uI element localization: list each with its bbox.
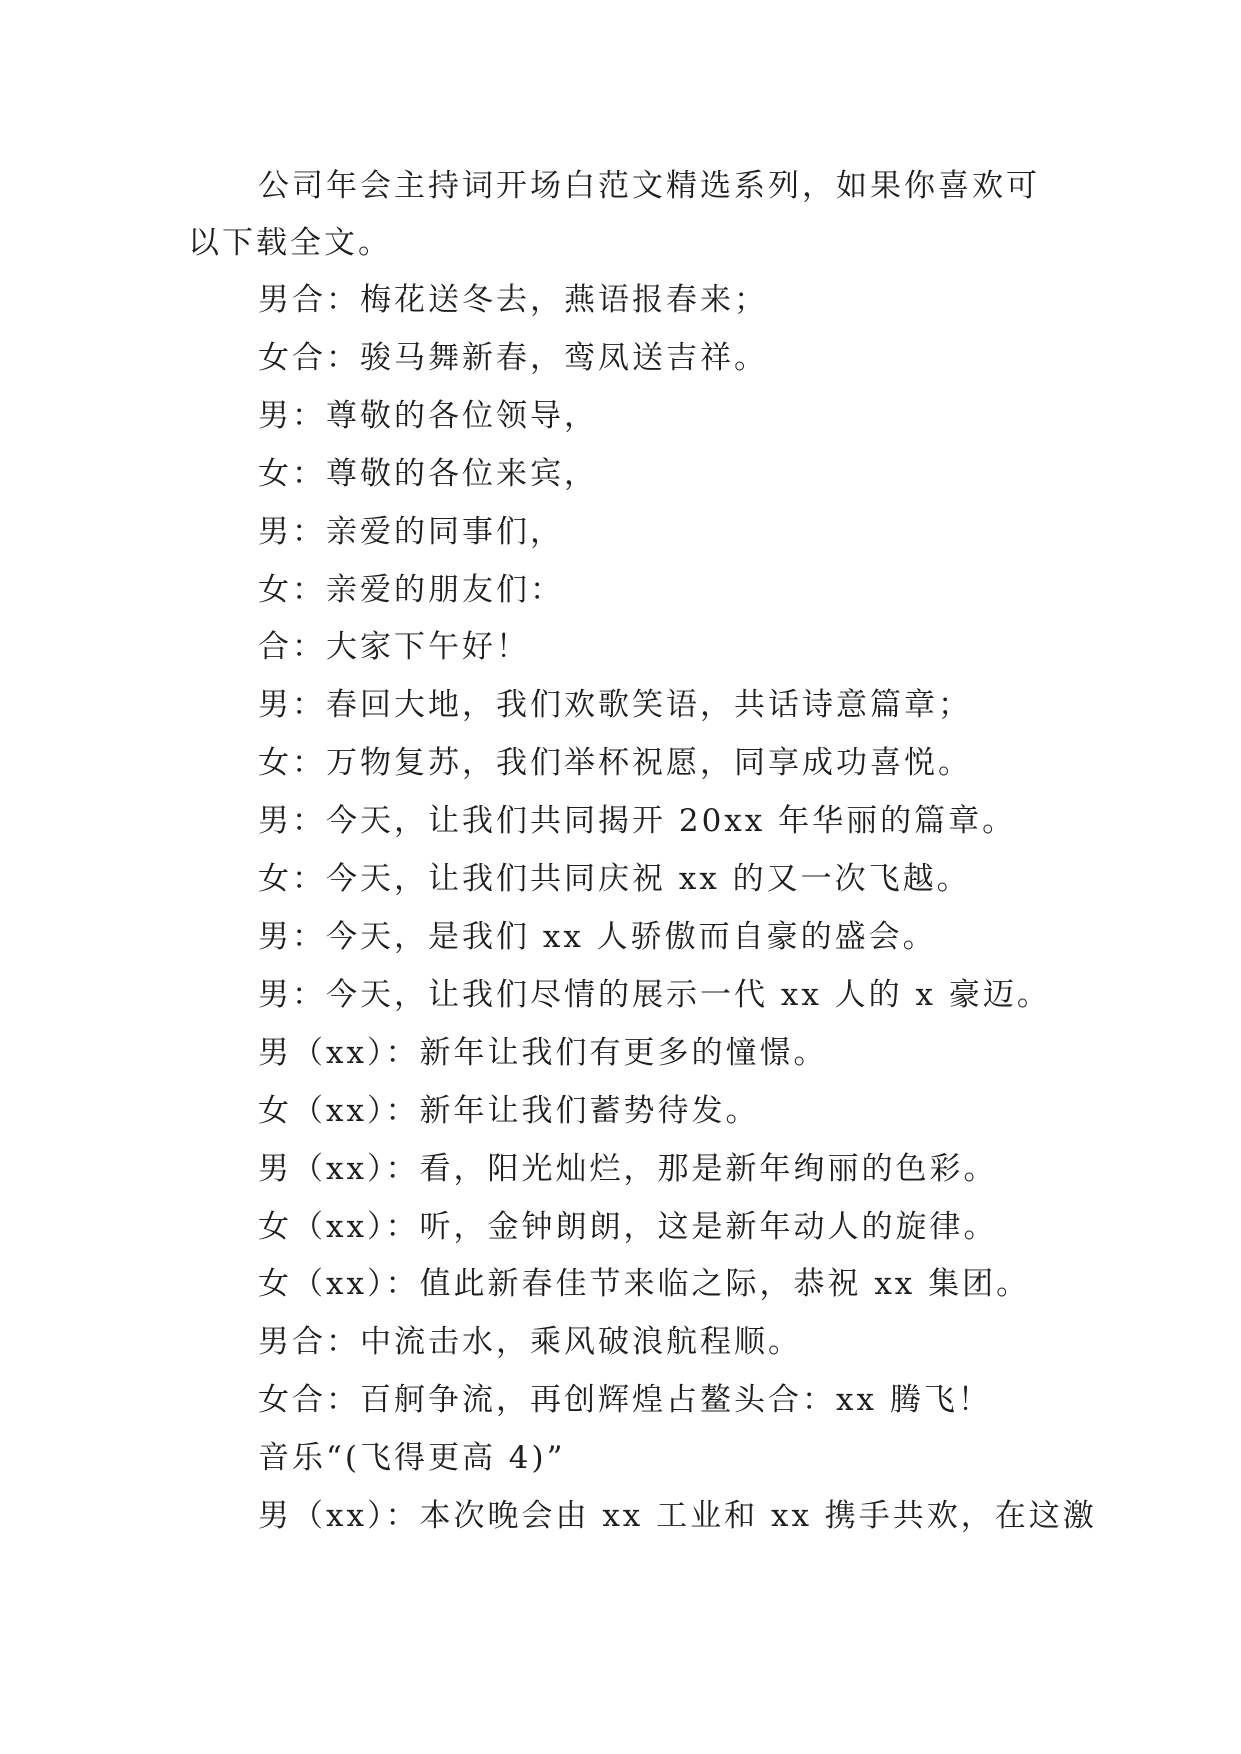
intro-paragraph: 公司年会主持词开场白范文精选系列，如果你喜欢可以下载全文。 xyxy=(188,168,1040,261)
script-line: 男：今天，让我们尽情的展示一代 xx 人的 x 豪迈。 xyxy=(258,976,1051,1013)
script-line: 男：今天，是我们 xx 人骄傲而自豪的盛会。 xyxy=(258,918,937,955)
script-line: 女（xx）：值此新春佳节来临之际，恭祝 xx 集团。 xyxy=(258,1266,1031,1303)
script-line: 女：亲爱的朋友们： xyxy=(258,571,564,608)
script-line: 男合：中流击水，乘风破浪航程顺。 xyxy=(258,1324,802,1361)
script-line: 男：今天，让我们共同揭开 20xx 年华丽的篇章。 xyxy=(258,803,1017,840)
script-line: 合：大家下午好！ xyxy=(258,629,530,666)
script-line: 男（xx）：看，阳光灿烂，那是新年绚丽的色彩。 xyxy=(258,1150,998,1187)
script-line: 女：尊敬的各位来宾， xyxy=(258,455,598,492)
script-line: 男合：梅花送冬去，燕语报春来； xyxy=(258,282,768,318)
script-line: 女：今天，让我们共同庆祝 xx 的又一次飞越。 xyxy=(258,861,971,898)
script-line: 音乐“(飞得更高 4)” xyxy=(258,1440,566,1477)
script-line: 男（xx）：本次晚会由 xx 工业和 xx 携手共欢，在这激 xyxy=(258,1498,1097,1535)
script-line: 男：尊敬的各位领导， xyxy=(258,397,598,434)
script-line: 男：春回大地，我们欢歌笑语，共话诗意篇章； xyxy=(258,687,972,724)
script-line: 女（xx）：听，金钟朗朗，这是新年动人的旋律。 xyxy=(258,1208,998,1245)
script-line: 女：万物复苏，我们举杯祝愿，同享成功喜悦。 xyxy=(258,745,972,782)
script-line: 男：亲爱的同事们， xyxy=(258,513,564,550)
document-body xyxy=(188,158,1097,1546)
script-line: 女合：百舸争流，再创辉煌占鳌头合：xx 腾飞！ xyxy=(258,1382,992,1419)
script-line: 男（xx）：新年让我们有更多的憧憬。 xyxy=(258,1034,828,1071)
script-line: 女合：骏马舞新春，鸾凤送吉祥。 xyxy=(258,339,768,376)
script-line: 女（xx）：新年让我们蓄势待发。 xyxy=(258,1092,760,1129)
